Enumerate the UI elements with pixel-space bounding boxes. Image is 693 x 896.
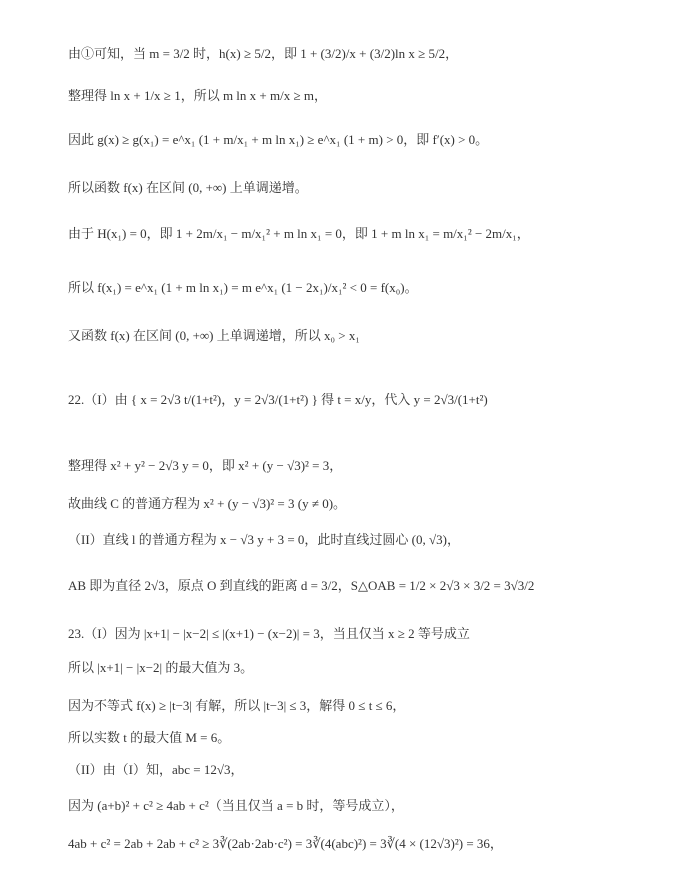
line-10: 故曲线 C 的普通方程为 x² + (y − √3)² = 3 (y ≠ 0)。 bbox=[68, 496, 347, 511]
line-6: 所以 f(x₁) = e^x₁ (1 + m ln x₁) = m e^x₁ (1 − 2x₁)/x₁² < 0 = f(x₀)。 bbox=[68, 280, 418, 295]
line-17: （II）由（I）知，abc = 12√3， bbox=[68, 762, 244, 777]
line-9: 整理得 x² + y² − 2√3 y = 0，即 x² + (y − √3)² = 3， bbox=[68, 458, 343, 473]
line-4: 所以函数 f(x) 在区间 (0, +∞) 上单调递增。 bbox=[68, 180, 308, 195]
line-8: 22.（I）由 { x = 2√3 t/(1+t²)，y = 2√3/(1+t²) } 得 t = x/y，代入 y = 2√3/(1+t²) bbox=[68, 392, 488, 407]
line-3: 因此 g(x) ≥ g(x₁) = e^x₁ (1 + m/x₁ + m ln x₁) ≥ e^x₁ (1 + m) > 0，即 f′(x) > 0。 bbox=[68, 132, 489, 147]
line-15: 因为不等式 f(x) ≥ |t−3| 有解，所以 |t−3| ≤ 3，解得 0 ≤ t ≤ 6， bbox=[68, 698, 406, 713]
line-18: 因为 (a+b)² + c² ≥ 4ab + c²（当且仅当 a = b 时，等号成立）， bbox=[68, 798, 404, 813]
line-1: 由①可知，当 m = 3/2 时，h(x) ≥ 5/2，即 1 + (3/2)/x + (3/2)ln x ≥ 5/2， bbox=[68, 46, 459, 61]
line-7: 又函数 f(x) 在区间 (0, +∞) 上单调递增，所以 x₀ > x₁ bbox=[68, 328, 360, 343]
line-5: 由于 H(x₁) = 0，即 1 + 2m/x₁ − m/x₁² + m ln x₁ = 0，即 1 + m ln x₁ = m/x₁² − 2m/x₁， bbox=[68, 226, 530, 241]
line-19: 4ab + c² = 2ab + 2ab + c² ≥ 3∛(2ab·2ab·c²) = 3∛(4(abc)²) = 3∛(4 × (12√3)²) = 36， bbox=[68, 836, 503, 851]
line-16: 所以实数 t 的最大值 M = 6。 bbox=[68, 730, 231, 745]
line-13: 23.（I）因为 |x+1| − |x−2| ≤ |(x+1) − (x−2)| = 3，当且仅当 x ≥ 2 等号成立 bbox=[68, 626, 470, 641]
line-12: AB 即为直径 2√3，原点 O 到直线的距离 d = 3/2，S△OAB = 1/2 × 2√3 × 3/2 = 3√3/2 bbox=[68, 578, 535, 593]
line-2: 整理得 ln x + 1/x ≥ 1，所以 m ln x + m/x ≥ m， bbox=[68, 88, 327, 103]
line-14: 所以 |x+1| − |x−2| 的最大值为 3。 bbox=[68, 660, 254, 675]
line-11: （II）直线 l 的普通方程为 x − √3 y + 3 = 0，此时直线过圆心 (0, √3)， bbox=[68, 532, 460, 547]
